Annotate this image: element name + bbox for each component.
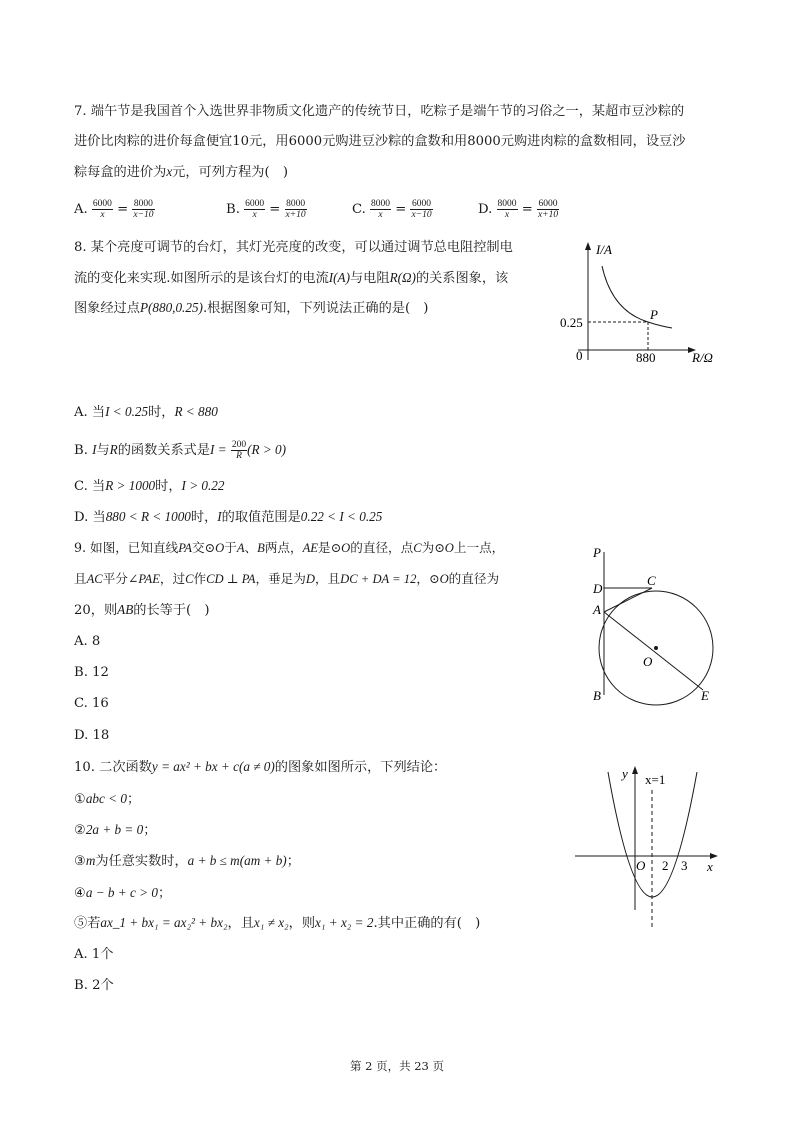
- q10-x-label: x: [707, 859, 713, 874]
- q8-xlabel: R/Ω: [692, 350, 713, 365]
- q9-option-a: A. 8: [74, 634, 101, 649]
- q10-tick-2: 2: [662, 858, 669, 873]
- q9-label-d: D: [593, 581, 603, 596]
- q7-option-d: D. $\frac{8000}{x}$ = $\frac{6000}{x+10}$: [478, 199, 559, 220]
- q10-statement-5: ⑤若ax_1 + bx₁ = ax₂² + bx₂，且x₁ ≠ x₂，则x₁ + x₂ = 2.其中正确的有( ): [74, 915, 481, 931]
- q8-line3: 图象经过点P(880,0.25).根据图象可知，下列说法正确的是( ): [74, 300, 429, 316]
- q10-option-a: A. 1个: [74, 947, 114, 962]
- q8-option-d: D. 当880 < R < 1000时，I的取值范围是0.22 < I < 0.25: [74, 509, 383, 525]
- page-footer: 第 2 页，共 23 页: [349, 1059, 445, 1073]
- q9-option-c: C. 16: [74, 696, 109, 711]
- q10-statement-3: ③m为任意实数时，a + b ≤ m(am + b)；: [74, 853, 300, 869]
- q7-option-a: A. $\frac{6000}{x}$ = $\frac{8000}{x-10}$: [74, 199, 154, 220]
- q7-option-b: B. $\frac{6000}{x}$ = $\frac{8000}{x+10}$: [226, 199, 306, 220]
- q8-origin: 0: [576, 348, 583, 363]
- q9-label-a: A: [593, 602, 601, 617]
- q10-statement-4: ④a − b + c > 0；: [74, 885, 172, 901]
- q7-line3: 粽每盒的进价为x元，可列方程为( ): [74, 164, 288, 180]
- q9-line3: 20，则AB的长等于( ): [74, 602, 210, 618]
- q7-option-c: C. $\frac{8000}{x}$ = $\frac{6000}{x-10}$: [352, 199, 432, 220]
- q10-statement-1: ①abc < 0；: [74, 791, 141, 807]
- q8-point-label: P: [650, 307, 658, 322]
- q8-line2: 流的变化来实现.如图所示的是该台灯的电流I(A)与电阻R(Ω)的关系图象，该: [74, 270, 509, 286]
- q8-option-b: B. I与R的函数关系式是I = $\frac{200}{R}$ (R > 0): [74, 440, 287, 461]
- q9-line1: 9. 如图，已知直线PA交⊙O于A、B两点，AE是⊙O的直径，点C为⊙O上一点，: [74, 540, 505, 555]
- q10-y-label: y: [622, 766, 628, 781]
- q7-line2: 进价比肉粽的进价每盒便宜10元，用6000元购进豆沙粽的盒数和用8000元购进肉粽的盒数相同，设豆沙: [74, 134, 686, 149]
- q8-line1: 8. 某个亮度可调节的台灯，其灯光亮度的改变，可以通过调节总电阻控制电: [74, 240, 513, 255]
- q8-xtick: 880: [636, 350, 656, 365]
- q9-line2: 且AC平分∠PAE，过C作CD ⊥ PA，垂足为D，且DC + DA = 12，⊙O的直径为: [74, 571, 500, 586]
- q9-option-d: D. 18: [74, 728, 110, 743]
- q10-option-b: B. 2个: [74, 978, 114, 993]
- q8-option-a: A. 当I < 0.25时，R < 880: [74, 404, 218, 420]
- q7-line1: 7. 端午节是我国首个入选世界非物质文化遗产的传统节日，吃粽子是端午节的习俗之一，某超市豆沙粽的: [74, 104, 685, 119]
- q8-current-resistance-graph: [560, 236, 730, 371]
- q9-label-o: O: [643, 654, 653, 669]
- q10-line1: 10. 二次函数y = ax² + bx + c(a ≠ 0)的图象如图所示，下列结论：: [74, 759, 447, 775]
- q10-origin-label: O: [636, 858, 646, 873]
- q9-option-b: B. 12: [74, 665, 109, 680]
- q8-ylabel: I/A: [596, 242, 612, 257]
- q9-circle-figure: [585, 540, 730, 715]
- q9-label-c: C: [647, 573, 656, 588]
- q10-axis-label: x=1: [645, 772, 666, 787]
- q9-label-b: B: [593, 688, 601, 703]
- q10-tick-3: 3: [681, 858, 688, 873]
- q9-label-e: E: [701, 688, 709, 703]
- q8-ytick: 0.25: [560, 315, 583, 330]
- q9-label-p: P: [593, 545, 601, 560]
- q10-statement-2: ②2a + b = 0；: [74, 822, 157, 838]
- q8-option-c: C. 当R > 1000时，I > 0.22: [74, 478, 225, 494]
- q10-parabola-graph: [570, 760, 730, 935]
